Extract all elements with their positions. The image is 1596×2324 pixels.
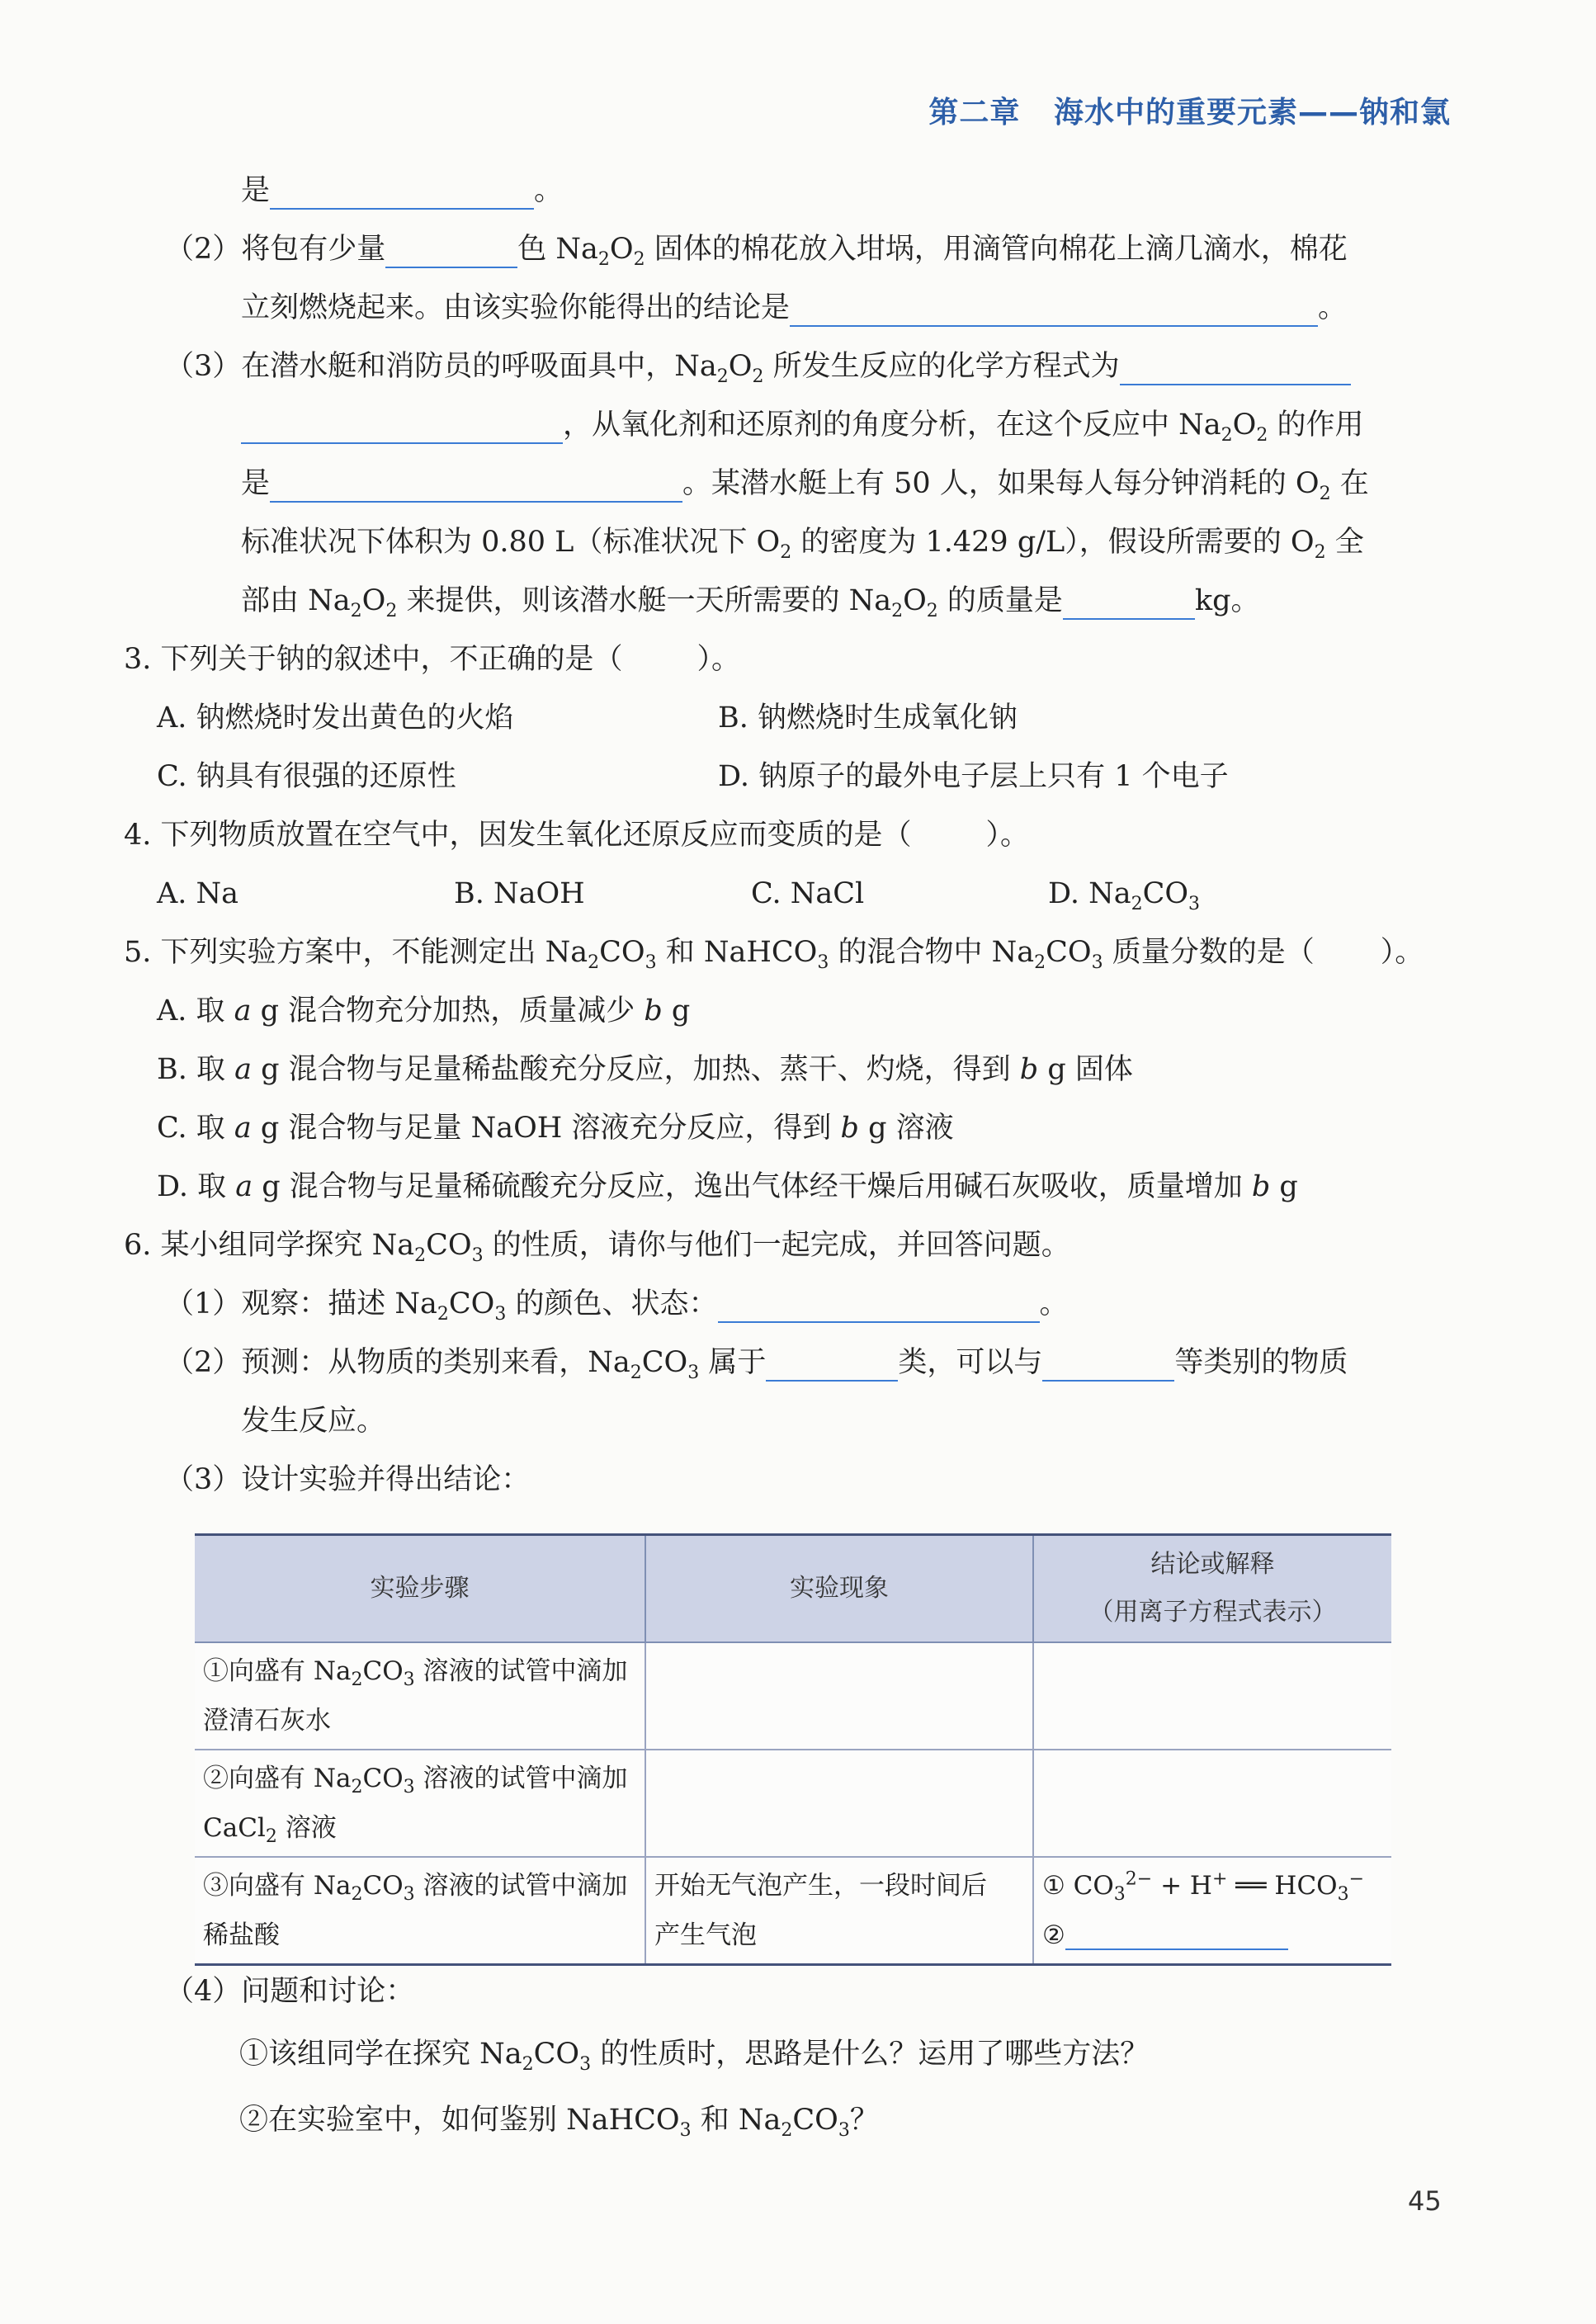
row3-phenomenon: 开始无气泡产生，一段时间后 产生气泡 [645, 1857, 1033, 1965]
line-3: 立刻燃烧起来。由该实验你能得出的结论是 。 [124, 279, 1454, 338]
question-6-part-1: （1）观察：描述 $Na_2CO_3$ 的颜色、状态： 。 [124, 1275, 1454, 1334]
question-3-stem: 3. 下列关于钠的叙述中，不正确的是（ ）。 [124, 643, 741, 676]
row2-conclusion-cell[interactable] [1033, 1750, 1391, 1857]
answer-blank[interactable] [790, 287, 1318, 327]
answer-blank[interactable] [270, 463, 682, 503]
question-5-option-c[interactable]: C. 取 a g 混合物与足量 NaOH 溶液充分反应，得到 b g 溶液 [157, 1112, 954, 1145]
answer-blank[interactable] [766, 1342, 898, 1382]
question-5-option-d[interactable]: D. 取 a g 混合物与足量稀硫酸充分反应，逸出气体经干燥后用碱石灰吸收，质量增加 b g [157, 1170, 1298, 1203]
question-3-options-ab: A. 钠燃烧时发出黄色的火焰 B. 钠燃烧时生成氧化钠 [157, 701, 1018, 735]
question-3-options-cd: C. 钠具有很强的还原性 D. 钠原子的最外电子层上只有 1 个电子 [157, 760, 1229, 793]
row2-phenomenon-cell[interactable] [645, 1750, 1033, 1857]
answer-blank[interactable] [1120, 346, 1351, 385]
question-6-part-4: （4）问题和讨论： [165, 1975, 415, 2008]
answer-blank[interactable] [1063, 580, 1195, 620]
page-content [124, 162, 1454, 1509]
page-number: 45 [1408, 2185, 1442, 2217]
discussion-section [124, 1963, 1454, 2153]
header-conclusion: 结论或解释 （用离子方程式表示） [1033, 1535, 1391, 1643]
experiment-table [195, 1533, 1391, 1966]
line-6: 是 。某潜水艇上有 50 人，如果每人每分钟消耗的 $O_2$ 在 [124, 455, 1454, 513]
question-5-option-a[interactable]: A. 取 a g 混合物充分加热，质量减少 b g [157, 994, 691, 1027]
answer-blank[interactable] [241, 404, 563, 444]
discussion-item-1: ①该组同学在探究 $Na_2CO_3$ 的性质时，思路是什么？运用了哪些方法？ [239, 2038, 1150, 2075]
question-4-stem: 4. 下列物质放置在空气中，因发生氧化还原反应而变质的是（ ）。 [124, 819, 1030, 852]
question-6-part-3: （3）设计实验并得出结论： [165, 1463, 531, 1496]
row2-step: ②向盛有 $Na_2CO_3$ 溶液的试管中滴加 CaCl$_2$ 溶液 [195, 1750, 645, 1857]
chapter-number: 第二章 [928, 96, 1021, 130]
answer-blank[interactable] [385, 229, 517, 268]
line-7: 标准状况下体积为 0.80 L（标准状况下 $O_2$ 的密度为 1.429 g/L），假设所需要的 $O_2$ 全 [241, 526, 1364, 563]
table-row [195, 1642, 1391, 1750]
line-2: （2）将包有少量 色 $Na_2O_2$ 固体的棉花放入坩埚，用滴管向棉花上滴几滴水，棉花 [124, 220, 1454, 279]
line-1: 是 。 [124, 162, 1454, 220]
line-4: （3）在潜水艇和消防员的呼吸面具中，$Na_2O_2$ 所发生反应的化学方程式为 [124, 338, 1454, 396]
answer-blank[interactable] [1065, 1915, 1288, 1950]
question-6-stem: 6. 某小组同学探究 $Na_2CO_3$ 的性质，请你与他们一起完成，并回答问题。 [124, 1229, 1070, 1266]
question-4-options: A. Na B. NaOH C. NaCl D. $Na_2CO_3$ [124, 865, 1454, 923]
row3-conclusion: ① $CO_3^{2-} + H^+$ ══ $HCO_3^-$ ② [1033, 1857, 1391, 1965]
option-d[interactable]: D. $Na_2CO_3$ [1048, 877, 1201, 914]
header-phenomena: 实验现象 [645, 1535, 1033, 1643]
answer-blank[interactable] [1042, 1342, 1174, 1382]
row1-conclusion-cell[interactable] [1033, 1642, 1391, 1750]
chapter-header [928, 89, 1451, 131]
question-6-part-2: （2）预测：从物质的类别来看，$Na_2CO_3$ 属于 类，可以与 等类别的物质 [124, 1334, 1454, 1392]
question-6-part-2-cont: 发生反应。 [241, 1405, 386, 1438]
answer-blank[interactable] [270, 170, 534, 210]
discussion-item-2: ②在实验室中，如何鉴别 NaHCO$_3$ 和 $Na_2CO_3$？ [239, 2104, 879, 2141]
table-row [195, 1857, 1391, 1965]
line-5: ，从氧化剂和还原剂的角度分析，在这个反应中 $Na_2O_2$ 的作用 [124, 396, 1454, 455]
row1-phenomenon-cell[interactable] [645, 1642, 1033, 1750]
line-8: 部由 $Na_2O_2$ 来提供，则该潜水艇一天所需要的 $Na_2O_2$ 的质量是 kg。 [124, 572, 1454, 631]
row1-step: ①向盛有 $Na_2CO_3$ 溶液的试管中滴加 澄清石灰水 [195, 1642, 645, 1750]
header-steps: 实验步骤 [195, 1535, 645, 1643]
row3-step: ③向盛有 $Na_2CO_3$ 溶液的试管中滴加 稀盐酸 [195, 1857, 645, 1965]
question-5-stem: 5. 下列实验方案中，不能测定出 $Na_2CO_3$ 和 NaHCO$_3$ 的混合物中 $Na_2CO_3$ 质量分数的是（ ）。 [124, 936, 1424, 973]
question-5-option-b[interactable]: B. 取 a g 混合物与足量稀盐酸充分反应，加热、蒸干、灼烧，得到 b g 固体 [157, 1053, 1133, 1086]
table-header-row [195, 1535, 1391, 1643]
answer-blank[interactable] [718, 1283, 1040, 1323]
chapter-title: 海水中的重要元素——钠和氯 [1053, 96, 1451, 130]
table-row [195, 1750, 1391, 1857]
